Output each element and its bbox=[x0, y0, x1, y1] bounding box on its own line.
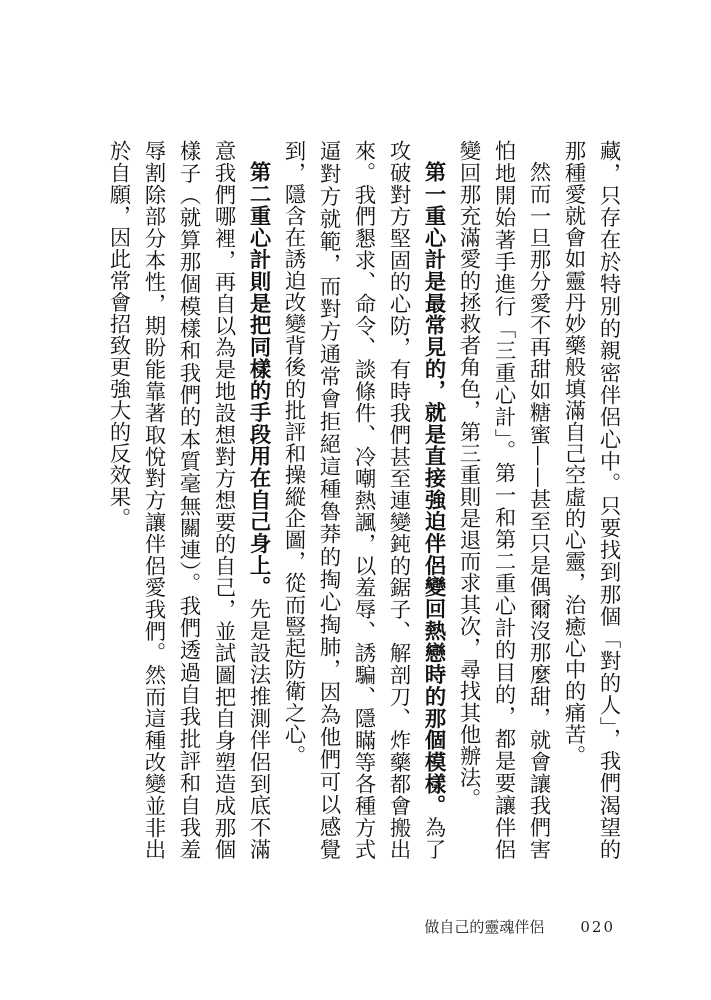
paragraph-p3 bbox=[276, 140, 451, 860]
paragraph-p2 bbox=[451, 140, 556, 860]
text-segment: 先是設法推測伴侶到底不滿意我們哪裡，再自以為是地設想對方想要的自己，並試圖把自身塑造成那個樣子（就算那個模樣和我們的本質毫無關連）。我們透過自我批評和自我羞辱割除部分本性，期盼能靠著取悅對方讓伴侶愛我們。然而這種改變並非出於自願，因此常會招致更強大的反效果。 bbox=[106, 140, 271, 861]
paragraph-p4 bbox=[101, 140, 276, 860]
bold-text-segment: 第一重心計是最常見的，就是直接強迫伴侶變回熱戀時的那個模樣。 bbox=[421, 161, 446, 817]
vertical-text-body bbox=[66, 140, 626, 860]
text-segment: 藏，只存在於特別的親密伴侶心中。只要找到那個「對的人」，我們渴望的那種愛就會如靈丹妙藥般填滿自己空虛的心靈，治癒心中的痛苦。 bbox=[561, 140, 621, 860]
page-number: 020 bbox=[580, 918, 615, 936]
text-segment: 然而一旦那分愛不再甜如糖蜜——甚至只是偶爾沒那麼甜，就會讓我們害怕地開始著手進行「三重心計」。第一和第二重心計的目的，都是要讓伴侶變回那充滿愛的拯救者角色，第三重則是退而求其次，尋找其他辦法。 bbox=[456, 140, 551, 860]
bold-text-segment: 第二重心計則是把同樣的手段用在自己身上。 bbox=[246, 161, 271, 599]
paragraph-p1 bbox=[556, 140, 626, 860]
running-title: 做自己的靈魂伴侶 bbox=[424, 918, 545, 936]
text-segment: 為了攻破對方堅固的心防，有時我們甚至連變鈍的鋸子、解剖刀、炸藥都會搬出來。我們懇求、命令、談條件、冷嘲熱諷，以羞辱、誘騙、隱瞞等各種方式逼對方就範，而對方通常會拒絕這種魯莽的掏心掏肺，因為他們可以感覺到，隱含在誘迫改變背後的批評和操縱企圖，從而豎起防衛之心。 bbox=[281, 140, 446, 861]
page-footer bbox=[424, 916, 615, 937]
